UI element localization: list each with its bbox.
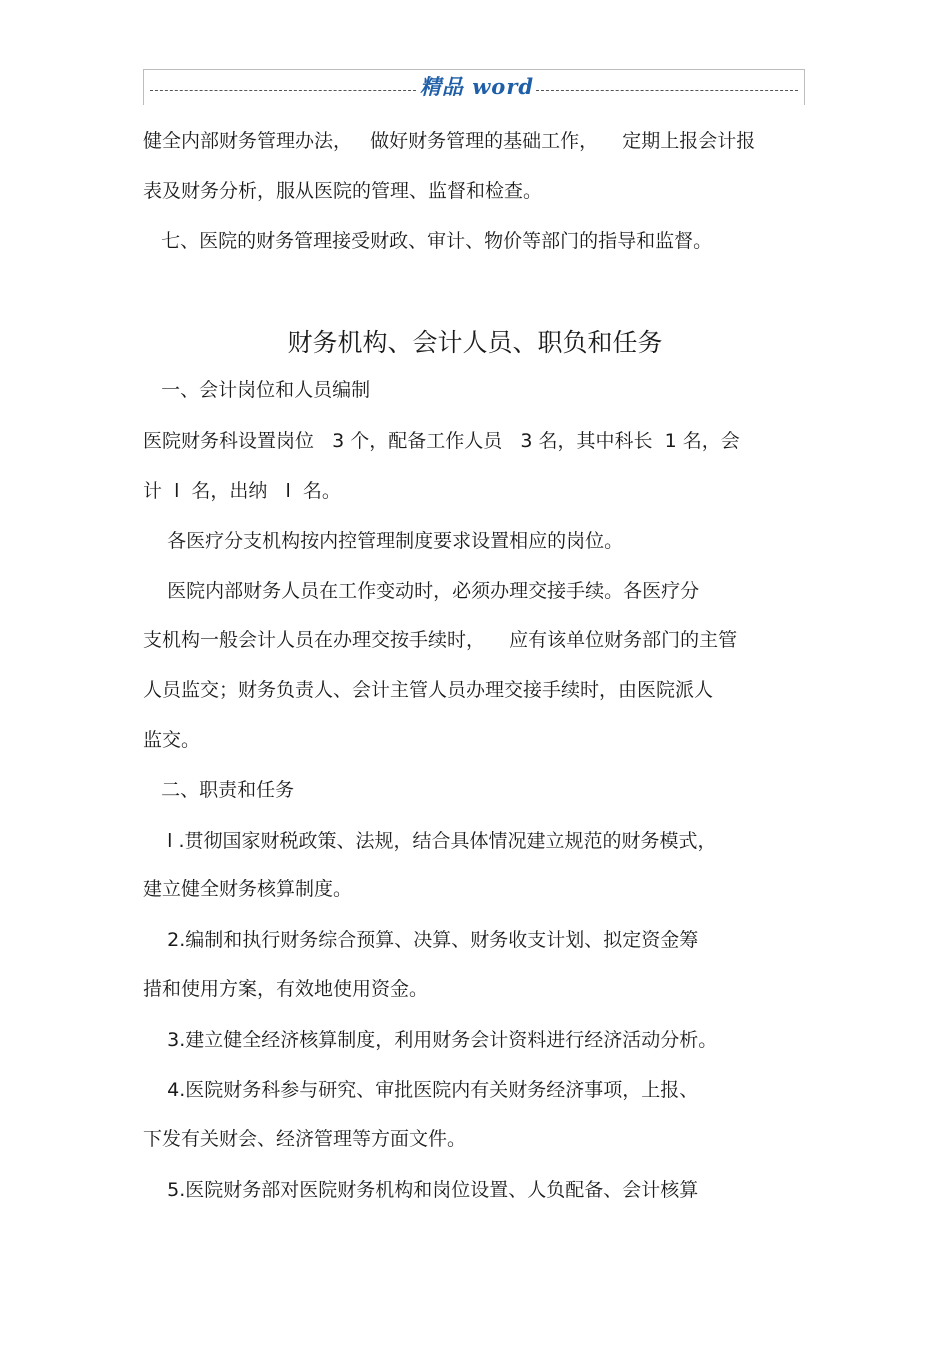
paragraph-line: 5.医院财务部对医院财务机构和岗位设置、人负配备、会计核算 xyxy=(143,1179,699,1201)
paragraph-line: 人员监交；财务负责人、会计主管人员办理交接手续时，由医院派人 xyxy=(143,679,714,701)
paragraph-line: 2.编制和执行财务综合预算、决算、财务收支计划、拟定资金筹 xyxy=(143,929,699,951)
section-heading: 一、会计岗位和人员编制 xyxy=(143,379,371,401)
paragraph-line: 医院财务科设置岗位 3 个，配备工作人员 3 名，其中科长 1 名，会 xyxy=(143,430,740,452)
page-header xyxy=(143,69,805,105)
paragraph-line: l .贯彻国家财税政策、法规，结合具体情况建立规范的财务模式， xyxy=(143,830,717,852)
paragraph-line: 各医疗分支机构按内控管理制度要求设置相应的岗位。 xyxy=(143,530,624,552)
section-title: 财务机构、会计人员、职负和任务 xyxy=(287,328,663,357)
paragraph-line: 建立健全财务核算制度。 xyxy=(143,878,353,900)
paragraph-line: 3.建立健全经济核算制度，利用财务会计资料进行经济活动分析。 xyxy=(143,1029,718,1051)
paragraph-line: 七、医院的财务管理接受财政、审计、物价等部门的指导和监督。 xyxy=(143,230,713,252)
header-top-rule xyxy=(144,69,804,70)
paragraph-line: 监交。 xyxy=(143,729,201,751)
header-dash-left xyxy=(150,90,416,91)
paragraph-line: 措和使用方案，有效地使用资金。 xyxy=(143,978,429,1000)
section-heading: 二、职责和任务 xyxy=(143,779,295,801)
paragraph-line: 表及财务分析，服从医院的管理、监督和检查。 xyxy=(143,180,543,202)
paragraph-line: 计 l 名，出纳 l 名。 xyxy=(143,480,341,502)
paragraph-line: 支机构一般会计人员在办理交按手续时， 应有该单位财务部门的主管 xyxy=(143,629,738,651)
paragraph-line: 下发有关财会、经济管理等方面文件。 xyxy=(143,1128,467,1150)
paragraph-line: 4.医院财务科参与研究、审批医院内有关财务经济事项，上报、 xyxy=(143,1079,699,1101)
header-dash-right xyxy=(536,90,798,91)
word-logo: 精品 word xyxy=(419,74,535,99)
paragraph-line: 医院内部财务人员在工作变动时，必须办理交接手续。各医疗分 xyxy=(143,580,700,602)
paragraph-line: 健全内部财务管理办法， 做好财务管理的基础工作， 定期上报会计报 xyxy=(143,130,756,152)
